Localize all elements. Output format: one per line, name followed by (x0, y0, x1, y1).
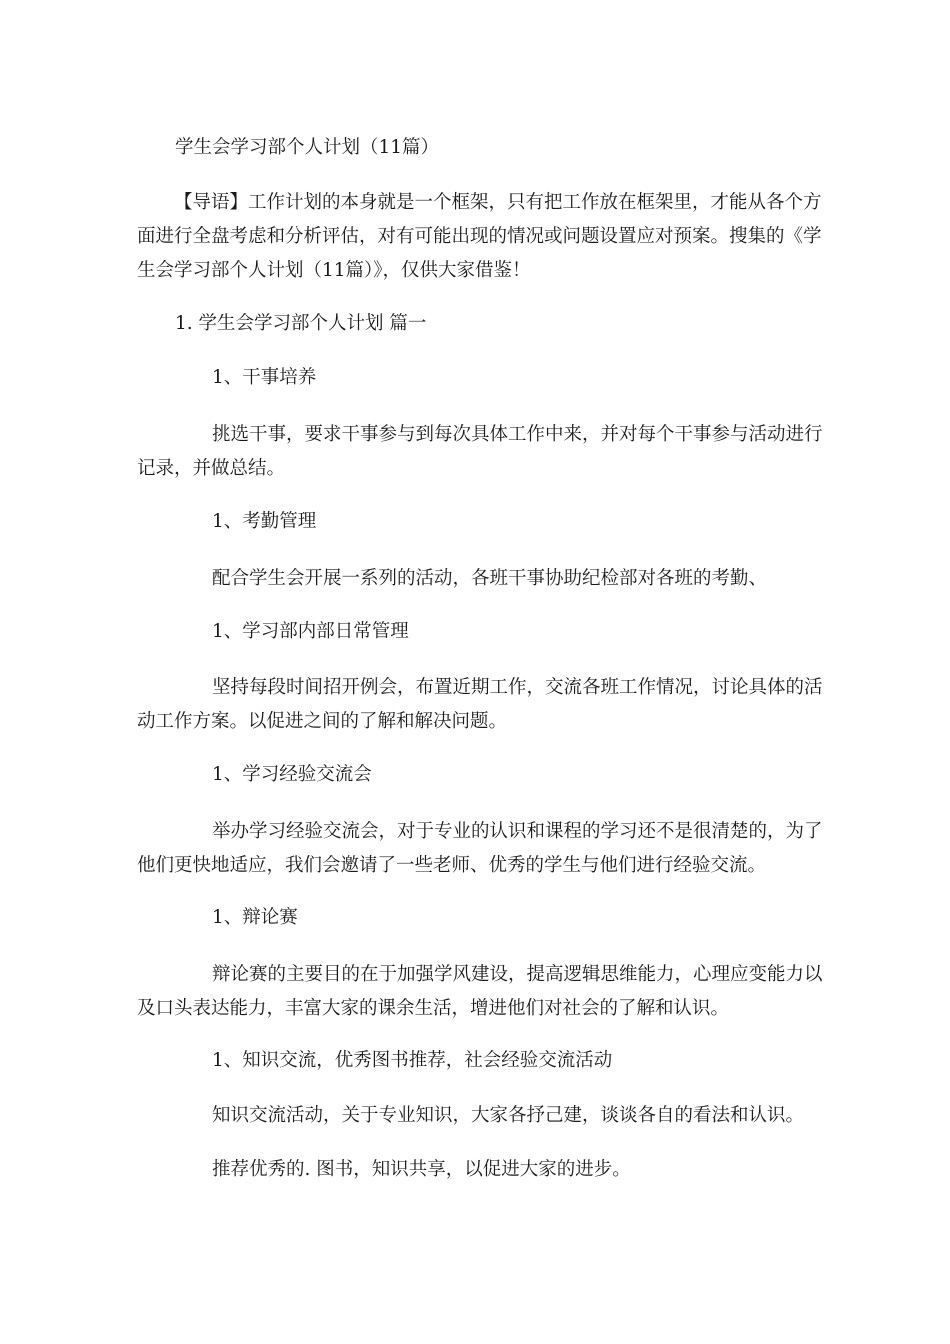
item-heading: 1、考勤管理 (212, 511, 317, 532)
item-body: 举办学习经验交流会，对于专业的认识和课程的学习还不是很清楚的，为了他们更快地适应，我们会邀请了一些老师、优秀的学生与他们进行经验交流。 (137, 821, 823, 876)
item-heading: 1、学习经验交流会 (212, 764, 372, 785)
item-body: 坚持每段时间招开例会，布置近期工作，交流各班工作情况，讨论具体的活动工作方案。以促进之间的了解和解决问题。 (137, 677, 823, 732)
final-paragraph: 推荐优秀的. 图书，知识共享，以促进大家的进步。 (212, 1159, 631, 1180)
intro-paragraph: 【导语】工作计划的本身就是一个框架，只有把工作放在框架里，才能从各个方面进行全盘考虑和分析评估，对有可能出现的情况或问题设置应对预案。搜集的《学生会学习部个人计划（11篇）》，仅供大家借鉴！ (137, 192, 822, 281)
item-body: 知识交流活动，关于专业知识，大家各抒己建，谈谈各自的看法和认识。 (212, 1105, 805, 1126)
section-heading: 1. 学生会学习部个人计划 篇一 (175, 313, 427, 334)
item-body: 辩论赛的主要目的在于加强学风建设，提高逻辑思维能力，心理应变能力以及口头表达能力，丰富大家的课余生活，增进他们对社会的了解和认识。 (137, 964, 823, 1019)
document-title: 学生会学习部个人计划（11篇） (175, 137, 440, 158)
item-heading: 1、知识交流，优秀图书推荐，社会经验交流活动 (212, 1050, 613, 1071)
item-heading: 1、辩论赛 (212, 907, 298, 928)
item-heading: 1、学习部内部日常管理 (212, 621, 409, 642)
item-body: 挑选干事，要求干事参与到每次具体工作中来，并对每个干事参与活动进行记录，并做总结。 (137, 424, 823, 479)
item-heading: 1、干事培养 (212, 367, 317, 388)
item-body: 配合学生会开展一系列的活动，各班干事协助纪检部对各班的考勤、 (212, 568, 768, 589)
